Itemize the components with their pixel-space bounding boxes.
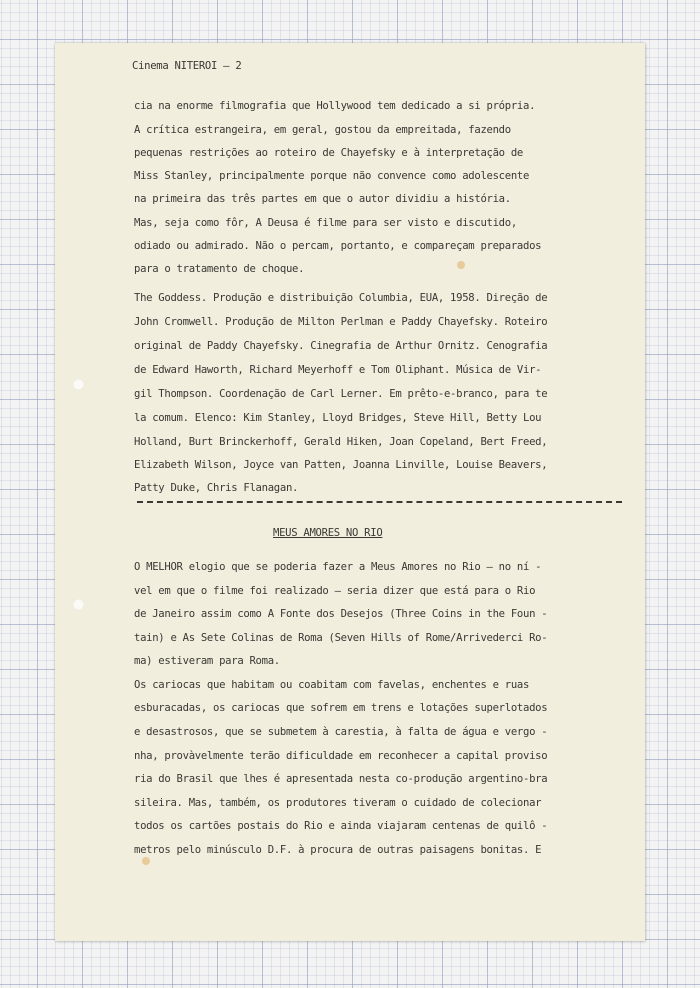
credits-line: original de Paddy Chayefsky. Cinegrafia de Arthur Ornitz. Cenografia bbox=[134, 340, 548, 352]
page-header: Cinema NITEROI – 2 bbox=[132, 60, 242, 72]
text-line: O MELHOR elogio que se poderia fazer a Meus Amores no Rio — no ní - bbox=[134, 561, 542, 573]
text-line: Miss Stanley, principalmente porque não convence como adolescente bbox=[134, 170, 530, 182]
credits-line: The Goddess. Produção e distribuição Columbia, EUA, 1958. Direção de bbox=[134, 292, 548, 304]
credits-line: Holland, Burt Brinckerhoff, Gerald Hiken, Joan Copeland, Bert Freed, bbox=[134, 436, 548, 448]
credits-line: Patty Duke, Chris Flanagan. bbox=[134, 482, 299, 494]
text-line: Os cariocas que habitam ou coabitam com favelas, enchentes e ruas bbox=[134, 679, 530, 691]
document-page bbox=[55, 43, 645, 941]
text-line: ria do Brasil que lhes é apresentada nesta co-produção argentino-bra bbox=[134, 773, 548, 785]
credits-line: John Cromwell. Produção de Milton Perlman e Paddy Chayefsky. Roteiro bbox=[134, 316, 548, 328]
stain-mark bbox=[457, 261, 465, 269]
text-line: e desastrosos, que se submetem à carestia, à falta de água e vergo - bbox=[134, 726, 548, 738]
text-line: de Janeiro assim como A Fonte dos Desejos (Three Coins in the Foun - bbox=[134, 608, 548, 620]
text-line: na primeira das três partes em que o autor dividiu a história. bbox=[134, 193, 511, 205]
text-line: cia na enorme filmografia que Hollywood tem dedicado a si própria. bbox=[134, 100, 536, 112]
stain-mark bbox=[142, 857, 150, 865]
punch-hole bbox=[73, 379, 84, 390]
section-title: MEUS AMORES NO RIO bbox=[273, 527, 383, 539]
credits-line: Elizabeth Wilson, Joyce van Patten, Joanna Linville, Louise Beavers, bbox=[134, 459, 548, 471]
credits-line: de Edward Haworth, Richard Meyerhoff e Tom Oliphant. Música de Vir- bbox=[134, 364, 542, 376]
punch-hole bbox=[73, 599, 84, 610]
text-line: vel em que o filme foi realizado — seria dizer que está para o Rio bbox=[134, 585, 536, 597]
text-line: metros pelo minúsculo D.F. à procura de outras paisagens bonitas. E bbox=[134, 844, 542, 856]
separator-rule bbox=[137, 501, 622, 503]
credits-line: gil Thompson. Coordenação de Carl Lerner. Em prêto-e-branco, para te bbox=[134, 388, 548, 400]
text-line: A crítica estrangeira, em geral, gostou da empreitada, fazendo bbox=[134, 124, 511, 136]
text-line: para o tratamento de choque. bbox=[134, 263, 305, 275]
text-line: sileira. Mas, também, os produtores tiveram o cuidado de colecionar bbox=[134, 797, 542, 809]
text-line: odiado ou admirado. Não o percam, portanto, e compareçam preparados bbox=[134, 240, 542, 252]
text-line: nha, provàvelmente terão dificuldade em reconhecer a capital proviso bbox=[134, 750, 548, 762]
text-line: esburacadas, os cariocas que sofrem em trens e lotações superlotados bbox=[134, 702, 548, 714]
text-line: todos os cartões postais do Rio e ainda viajaram centenas de quilô - bbox=[134, 820, 548, 832]
credits-line: la comum. Elenco: Kim Stanley, Lloyd Bridges, Steve Hill, Betty Lou bbox=[134, 412, 542, 424]
text-line: Mas, seja como fôr, A Deusa é filme para ser visto e discutido, bbox=[134, 217, 517, 229]
text-line: pequenas restrições ao roteiro de Chayefsky e à interpretação de bbox=[134, 147, 523, 159]
text-line: ma) estiveram para Roma. bbox=[134, 655, 280, 667]
text-line: tain) e As Sete Colinas de Roma (Seven Hills of Rome/Arrivederci Ro- bbox=[134, 632, 548, 644]
